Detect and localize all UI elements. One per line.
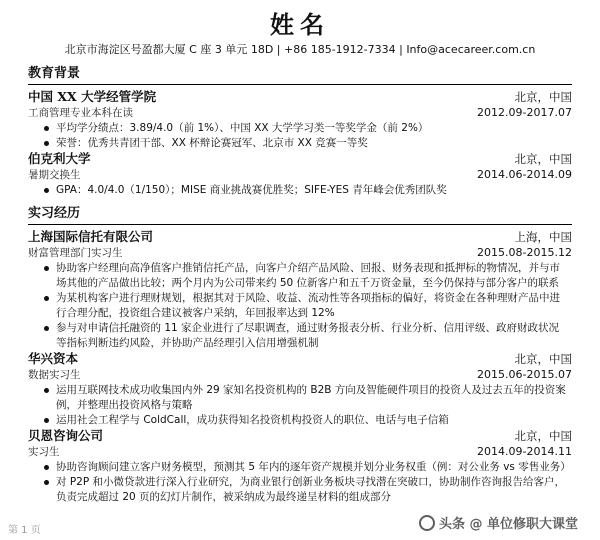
org-row <box>0 151 600 167</box>
internship-entry <box>0 428 600 505</box>
role-row <box>0 105 600 121</box>
role-row <box>0 444 600 460</box>
section-internships <box>0 206 600 505</box>
org-row <box>0 351 600 367</box>
org-row <box>0 89 600 105</box>
section-divider <box>28 84 572 85</box>
watermark <box>419 513 578 532</box>
internship-entry <box>0 229 600 351</box>
bullet-item: 协助客户经理向高净值客户推销信托产品，向客户介绍产品风险、回报、财务表现和抵押标的物情况，并与市场其他的产品做出比较；两个月内为公司带来约 50 位新客户和五千万资金量，至今仍保持与部分客户的联系 <box>56 261 568 291</box>
org-location: 北京，中国 <box>514 152 572 166</box>
bullet-item: 运用社会工程学与 ColdCall，成功获得知名投资机构投资人的职位、电话与电子信箱 <box>56 413 568 428</box>
section-divider <box>28 224 572 225</box>
role-dates: 2012.09-2017.07 <box>477 106 572 119</box>
bullet-item: 运用互联网技术成功收集国内外 29 家知名投资机构的 B2B 方向及智能硬件项目的投资人及过去五年的投资案例，并整理出投资风格与策略 <box>56 383 568 413</box>
internship-entry <box>0 351 600 428</box>
org-location: 北京，中国 <box>514 90 572 104</box>
org-name: 中国 XX 大学经管学院 <box>28 89 157 104</box>
resume-header <box>0 0 600 58</box>
bullet-item: 对 P2P 和小微贷款进行深入行业研究，为商业银行创新业务板块寻找潜在突破口，协助制作咨询报告给客户，负责完成超过 20 页的幻灯片制作，被采纳成为最终递呈材料的组成部分 <box>56 475 568 505</box>
org-location: 上海，中国 <box>514 230 572 244</box>
role-dates: 2014.09-2014.11 <box>477 445 572 458</box>
org-name: 贝恩咨询公司 <box>28 428 104 443</box>
role-row <box>0 167 600 183</box>
role-dates: 2015.08-2015.12 <box>477 246 572 259</box>
role-row <box>0 245 600 261</box>
bullet-item: 荣誉：优秀共青团干部、XX 杯辩论赛冠军、北京市 XX 竞赛一等奖 <box>56 136 568 151</box>
org-location: 北京，中国 <box>514 352 572 366</box>
watermark-text: 头条 @ 单位修职大课堂 <box>438 517 578 532</box>
bullet-item: GPA：4.0/4.0（1/150）；MISE 商业挑战赛优胜奖；SIFE-YES 青年峰会优秀团队奖 <box>56 183 568 198</box>
bullet-list <box>0 383 600 428</box>
role-title: 财富管理部门实习生 <box>28 247 123 259</box>
bullet-item: 参与对申请信托融资的 11 家企业进行了尽职调查，通过财务报表分析、行业分析、信用评级、政府财政状况等指标判断违约风险，并协助产品经理引入信用增强机制 <box>56 321 568 351</box>
role-row <box>0 367 600 383</box>
education-entry <box>0 89 600 151</box>
contact-line: 北京市海淀区号盈都大厦 C 座 3 单元 18D | +86 185-1912-7334 | Info@acecareer.com.cn <box>64 43 536 56</box>
section-education <box>0 66 600 198</box>
education-entry <box>0 151 600 198</box>
bullet-list <box>0 121 600 151</box>
role-title: 实习生 <box>28 446 60 458</box>
bullet-list <box>0 460 600 505</box>
org-row <box>0 229 600 245</box>
role-title: 工商管理专业本科在读 <box>28 107 133 119</box>
org-row <box>0 428 600 444</box>
role-dates: 2014.06-2014.09 <box>477 168 572 181</box>
bullet-list <box>0 183 600 198</box>
org-location: 北京，中国 <box>514 429 572 443</box>
section-title: 实习经历 <box>28 206 81 221</box>
org-name: 伯克利大学 <box>28 151 91 166</box>
role-title: 暑期交换生 <box>28 169 81 181</box>
org-name: 上海国际信托有限公司 <box>28 229 154 244</box>
org-name: 华兴资本 <box>28 351 79 366</box>
section-title: 教育背景 <box>28 66 81 81</box>
watermark-logo-icon <box>419 515 435 531</box>
bullet-item: 为某机构客户进行理财规划，根据其对于风险、收益、流动性等各项指标的偏好，将资金在各种理财产品中进行合理分配，投资组合建议被客户采纳，年回报率达到 12% <box>56 291 568 321</box>
candidate-name: 姓名 <box>270 10 330 39</box>
page-number: 第 1 页 <box>8 525 41 536</box>
role-dates: 2015.06-2015.07 <box>477 368 572 381</box>
bullet-item: 协助咨询顾问建立客户财务模型，预测其 5 年内的逐年资产规模并划分业务权重（例：对公业务 vs 零售业务） <box>56 461 571 473</box>
bullet-list <box>0 261 600 351</box>
bullet-item: 平均学分绩点：3.89/4.0（前 1%）、中国 XX 大学学习类一等奖学金（前 2%） <box>56 121 568 136</box>
role-title: 数据实习生 <box>28 369 81 381</box>
